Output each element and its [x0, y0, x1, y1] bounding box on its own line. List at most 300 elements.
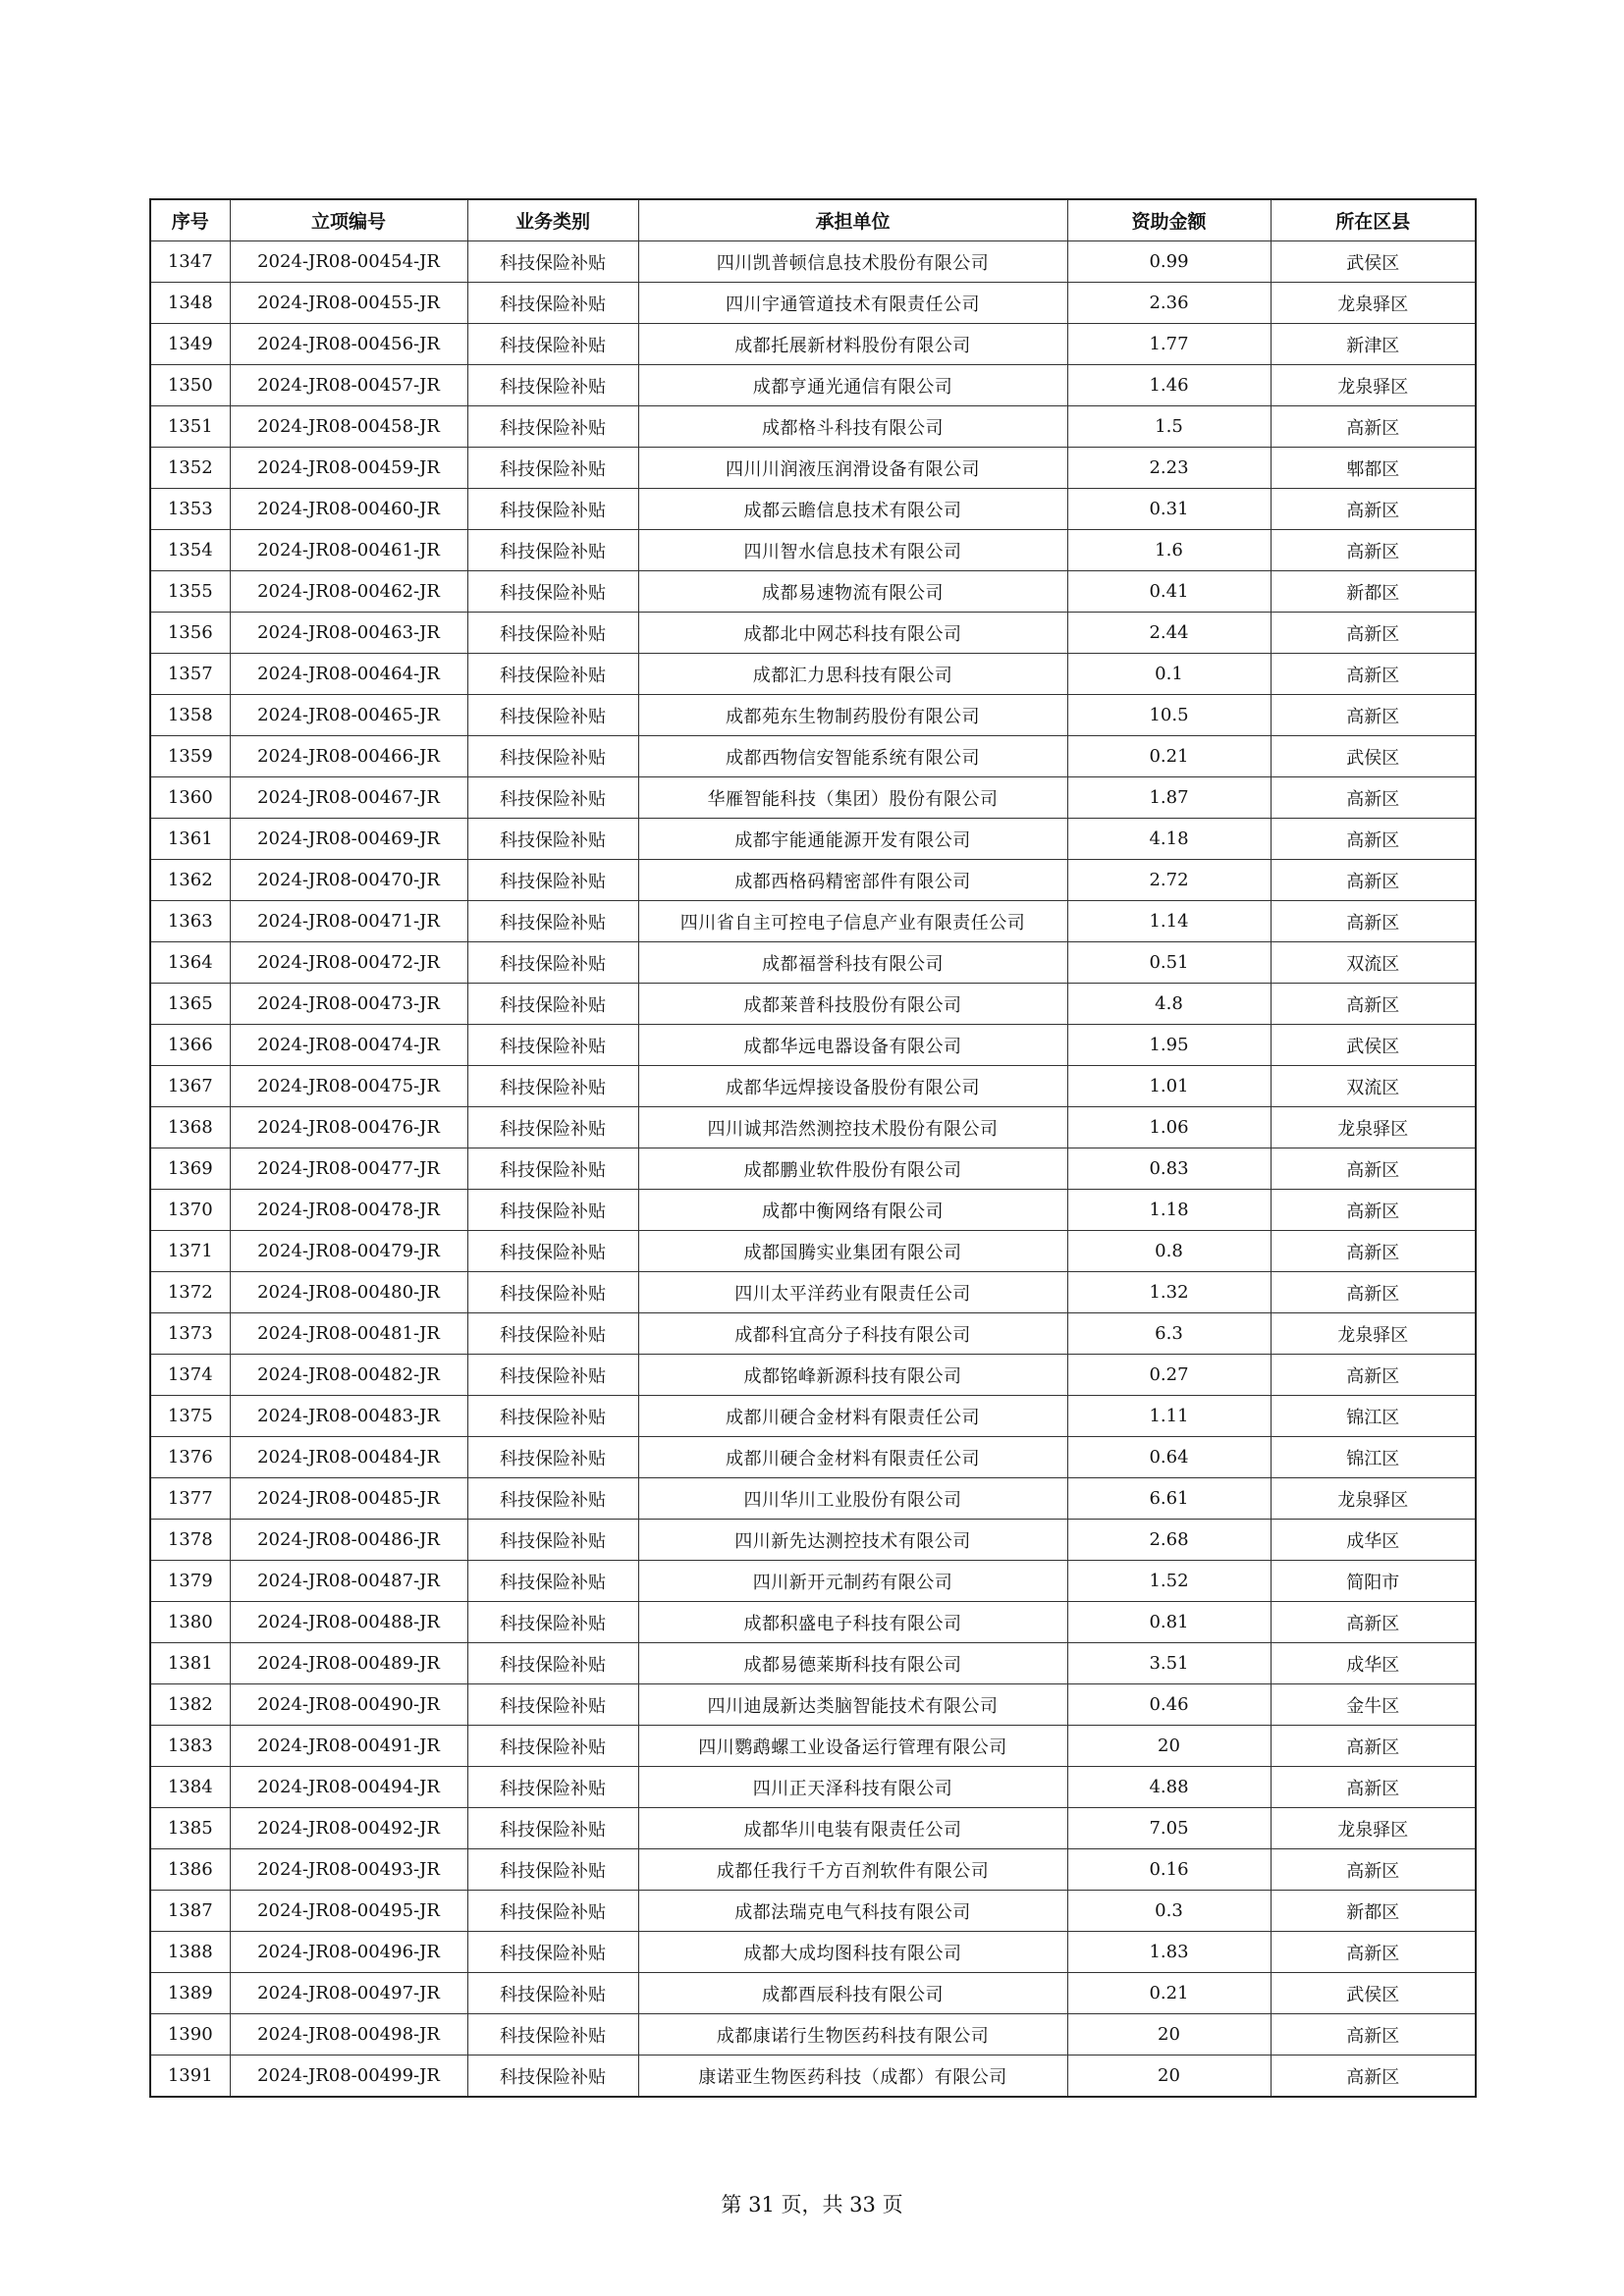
table-row [150, 1025, 1476, 1066]
table-row [150, 1478, 1476, 1520]
cell-serial: 1381 [150, 1643, 230, 1684]
cell-amount: 2.72 [1067, 860, 1271, 901]
table-row [150, 1066, 1476, 1107]
cell-company: 四川鹦鹉螺工业设备运行管理有限公司 [638, 1726, 1067, 1767]
cell-business-type: 科技保险补贴 [467, 860, 638, 901]
cell-amount: 0.46 [1067, 1684, 1271, 1726]
cell-project-id: 2024-JR08-00480-JR [230, 1272, 467, 1313]
cell-serial: 1354 [150, 530, 230, 571]
cell-business-type: 科技保险补贴 [467, 613, 638, 654]
cell-company: 成都华远电器设备有限公司 [638, 1025, 1067, 1066]
cell-amount: 0.31 [1067, 489, 1271, 530]
cell-company: 成都托展新材料股份有限公司 [638, 324, 1067, 365]
cell-business-type: 科技保险补贴 [467, 1767, 638, 1808]
cell-company: 康诺亚生物医药科技（成都）有限公司 [638, 2056, 1067, 2098]
cell-business-type: 科技保险补贴 [467, 1684, 638, 1726]
cell-project-id: 2024-JR08-00482-JR [230, 1355, 467, 1396]
cell-business-type: 科技保险补贴 [467, 777, 638, 819]
cell-serial: 1382 [150, 1684, 230, 1726]
cell-serial: 1371 [150, 1231, 230, 1272]
header-amount: 资助金额 [1067, 199, 1271, 241]
cell-serial: 1362 [150, 860, 230, 901]
cell-business-type: 科技保险补贴 [467, 571, 638, 613]
table-row [150, 1808, 1476, 1849]
cell-company: 成都亨通光通信有限公司 [638, 365, 1067, 406]
cell-company: 成都中衡网络有限公司 [638, 1190, 1067, 1231]
cell-business-type: 科技保险补贴 [467, 1148, 638, 1190]
cell-business-type: 科技保险补贴 [467, 942, 638, 984]
header-company: 承担单位 [638, 199, 1067, 241]
cell-district: 高新区 [1271, 2014, 1476, 2056]
cell-serial: 1367 [150, 1066, 230, 1107]
cell-project-id: 2024-JR08-00496-JR [230, 1932, 467, 1973]
table-row [150, 283, 1476, 324]
cell-district: 高新区 [1271, 530, 1476, 571]
cell-project-id: 2024-JR08-00483-JR [230, 1396, 467, 1437]
cell-amount: 1.83 [1067, 1932, 1271, 1973]
cell-project-id: 2024-JR08-00457-JR [230, 365, 467, 406]
cell-company: 四川新先达测控技术有限公司 [638, 1520, 1067, 1561]
cell-serial: 1378 [150, 1520, 230, 1561]
cell-business-type: 科技保险补贴 [467, 1025, 638, 1066]
cell-serial: 1377 [150, 1478, 230, 1520]
cell-amount: 1.14 [1067, 901, 1271, 942]
cell-business-type: 科技保险补贴 [467, 1190, 638, 1231]
cell-business-type: 科技保险补贴 [467, 448, 638, 489]
cell-serial: 1373 [150, 1313, 230, 1355]
cell-serial: 1363 [150, 901, 230, 942]
cell-project-id: 2024-JR08-00499-JR [230, 2056, 467, 2098]
cell-business-type: 科技保险补贴 [467, 736, 638, 777]
cell-amount: 0.16 [1067, 1849, 1271, 1891]
table-header-row [150, 199, 1476, 241]
cell-company: 成都云瞻信息技术有限公司 [638, 489, 1067, 530]
cell-district: 龙泉驿区 [1271, 1478, 1476, 1520]
table-row [150, 1437, 1476, 1478]
cell-company: 成都国腾实业集团有限公司 [638, 1231, 1067, 1272]
cell-project-id: 2024-JR08-00467-JR [230, 777, 467, 819]
table-row [150, 1891, 1476, 1932]
cell-district: 新都区 [1271, 1891, 1476, 1932]
cell-business-type: 科技保险补贴 [467, 324, 638, 365]
table-row [150, 1355, 1476, 1396]
cell-company: 成都酉辰科技有限公司 [638, 1973, 1067, 2014]
cell-district: 锦江区 [1271, 1437, 1476, 1478]
cell-serial: 1387 [150, 1891, 230, 1932]
table-row [150, 984, 1476, 1025]
cell-district: 高新区 [1271, 1272, 1476, 1313]
cell-company: 四川华川工业股份有限公司 [638, 1478, 1067, 1520]
cell-serial: 1366 [150, 1025, 230, 1066]
cell-district: 高新区 [1271, 406, 1476, 448]
cell-business-type: 科技保险补贴 [467, 654, 638, 695]
cell-district: 金牛区 [1271, 1684, 1476, 1726]
cell-business-type: 科技保险补贴 [467, 1107, 638, 1148]
table-row [150, 2014, 1476, 2056]
cell-district: 高新区 [1271, 984, 1476, 1025]
cell-amount: 1.6 [1067, 530, 1271, 571]
cell-business-type: 科技保险补贴 [467, 1066, 638, 1107]
table-row [150, 1520, 1476, 1561]
cell-amount: 0.27 [1067, 1355, 1271, 1396]
cell-project-id: 2024-JR08-00493-JR [230, 1849, 467, 1891]
cell-district: 龙泉驿区 [1271, 1107, 1476, 1148]
cell-project-id: 2024-JR08-00488-JR [230, 1602, 467, 1643]
table-row [150, 1643, 1476, 1684]
cell-project-id: 2024-JR08-00492-JR [230, 1808, 467, 1849]
table-row [150, 736, 1476, 777]
cell-business-type: 科技保险补贴 [467, 695, 638, 736]
cell-company: 四川宇通管道技术有限责任公司 [638, 283, 1067, 324]
cell-company: 成都西格码精密部件有限公司 [638, 860, 1067, 901]
table-row [150, 901, 1476, 942]
cell-project-id: 2024-JR08-00463-JR [230, 613, 467, 654]
cell-company: 华雁智能科技（集团）股份有限公司 [638, 777, 1067, 819]
table-row [150, 365, 1476, 406]
table-row [150, 777, 1476, 819]
cell-project-id: 2024-JR08-00494-JR [230, 1767, 467, 1808]
header-district: 所在区县 [1271, 199, 1476, 241]
cell-district: 高新区 [1271, 860, 1476, 901]
cell-serial: 1386 [150, 1849, 230, 1891]
cell-amount: 1.32 [1067, 1272, 1271, 1313]
cell-project-id: 2024-JR08-00455-JR [230, 283, 467, 324]
cell-business-type: 科技保险补贴 [467, 2014, 638, 2056]
table-row [150, 1148, 1476, 1190]
cell-project-id: 2024-JR08-00485-JR [230, 1478, 467, 1520]
table-row [150, 1313, 1476, 1355]
cell-district: 高新区 [1271, 695, 1476, 736]
cell-serial: 1350 [150, 365, 230, 406]
cell-serial: 1370 [150, 1190, 230, 1231]
table-row [150, 1272, 1476, 1313]
cell-district: 高新区 [1271, 819, 1476, 860]
cell-district: 龙泉驿区 [1271, 283, 1476, 324]
cell-serial: 1359 [150, 736, 230, 777]
cell-business-type: 科技保险补贴 [467, 1231, 638, 1272]
cell-district: 高新区 [1271, 613, 1476, 654]
cell-company: 成都易速物流有限公司 [638, 571, 1067, 613]
cell-business-type: 科技保险补贴 [467, 1726, 638, 1767]
cell-project-id: 2024-JR08-00471-JR [230, 901, 467, 942]
header-project-id: 立项编号 [230, 199, 467, 241]
cell-business-type: 科技保险补贴 [467, 1973, 638, 2014]
cell-business-type: 科技保险补贴 [467, 1396, 638, 1437]
cell-district: 新都区 [1271, 571, 1476, 613]
cell-serial: 1352 [150, 448, 230, 489]
cell-project-id: 2024-JR08-00490-JR [230, 1684, 467, 1726]
cell-company: 成都格斗科技有限公司 [638, 406, 1067, 448]
table-row [150, 1849, 1476, 1891]
cell-amount: 1.5 [1067, 406, 1271, 448]
cell-project-id: 2024-JR08-00498-JR [230, 2014, 467, 2056]
cell-district: 龙泉驿区 [1271, 1808, 1476, 1849]
cell-company: 四川正天泽科技有限公司 [638, 1767, 1067, 1808]
cell-business-type: 科技保险补贴 [467, 2056, 638, 2098]
cell-serial: 1365 [150, 984, 230, 1025]
cell-company: 成都易德莱斯科技有限公司 [638, 1643, 1067, 1684]
cell-project-id: 2024-JR08-00466-JR [230, 736, 467, 777]
cell-company: 四川新开元制药有限公司 [638, 1561, 1067, 1602]
cell-district: 武侯区 [1271, 1973, 1476, 2014]
table-row [150, 241, 1476, 283]
table-row [150, 1190, 1476, 1231]
cell-serial: 1379 [150, 1561, 230, 1602]
cell-serial: 1391 [150, 2056, 230, 2098]
cell-amount: 7.05 [1067, 1808, 1271, 1849]
cell-project-id: 2024-JR08-00473-JR [230, 984, 467, 1025]
cell-business-type: 科技保险补贴 [467, 1891, 638, 1932]
cell-business-type: 科技保险补贴 [467, 1313, 638, 1355]
funding-table [149, 198, 1477, 2098]
cell-project-id: 2024-JR08-00470-JR [230, 860, 467, 901]
cell-amount: 0.64 [1067, 1437, 1271, 1478]
cell-business-type: 科技保险补贴 [467, 1355, 638, 1396]
cell-amount: 1.87 [1067, 777, 1271, 819]
cell-serial: 1351 [150, 406, 230, 448]
cell-project-id: 2024-JR08-00479-JR [230, 1231, 467, 1272]
cell-company: 成都任我行千方百剂软件有限公司 [638, 1849, 1067, 1891]
cell-district: 郫都区 [1271, 448, 1476, 489]
cell-company: 成都华远焊接设备股份有限公司 [638, 1066, 1067, 1107]
cell-serial: 1347 [150, 241, 230, 283]
cell-serial: 1360 [150, 777, 230, 819]
table-row [150, 1932, 1476, 1973]
cell-company: 四川迪晟新达类脑智能技术有限公司 [638, 1684, 1067, 1726]
cell-project-id: 2024-JR08-00469-JR [230, 819, 467, 860]
cell-company: 成都苑东生物制药股份有限公司 [638, 695, 1067, 736]
table-row [150, 860, 1476, 901]
cell-serial: 1353 [150, 489, 230, 530]
cell-district: 高新区 [1271, 901, 1476, 942]
cell-district: 高新区 [1271, 654, 1476, 695]
table-row [150, 1231, 1476, 1272]
cell-project-id: 2024-JR08-00475-JR [230, 1066, 467, 1107]
cell-amount: 20 [1067, 2056, 1271, 2098]
cell-amount: 0.51 [1067, 942, 1271, 984]
cell-company: 成都莱普科技股份有限公司 [638, 984, 1067, 1025]
cell-company: 成都铭峰新源科技有限公司 [638, 1355, 1067, 1396]
cell-company: 成都大成均图科技有限公司 [638, 1932, 1067, 1973]
cell-serial: 1380 [150, 1602, 230, 1643]
cell-amount: 4.18 [1067, 819, 1271, 860]
cell-project-id: 2024-JR08-00474-JR [230, 1025, 467, 1066]
cell-serial: 1384 [150, 1767, 230, 1808]
cell-amount: 1.06 [1067, 1107, 1271, 1148]
cell-business-type: 科技保险补贴 [467, 1808, 638, 1849]
cell-business-type: 科技保险补贴 [467, 1849, 638, 1891]
table-row [150, 1973, 1476, 2014]
cell-district: 高新区 [1271, 1355, 1476, 1396]
cell-business-type: 科技保险补贴 [467, 1602, 638, 1643]
cell-district: 武侯区 [1271, 241, 1476, 283]
cell-district: 双流区 [1271, 942, 1476, 984]
cell-serial: 1372 [150, 1272, 230, 1313]
cell-serial: 1369 [150, 1148, 230, 1190]
table-row [150, 571, 1476, 613]
cell-amount: 1.77 [1067, 324, 1271, 365]
cell-amount: 6.3 [1067, 1313, 1271, 1355]
cell-amount: 10.5 [1067, 695, 1271, 736]
cell-amount: 1.01 [1067, 1066, 1271, 1107]
cell-project-id: 2024-JR08-00491-JR [230, 1726, 467, 1767]
cell-project-id: 2024-JR08-00477-JR [230, 1148, 467, 1190]
cell-amount: 1.52 [1067, 1561, 1271, 1602]
cell-amount: 20 [1067, 2014, 1271, 2056]
cell-district: 武侯区 [1271, 1025, 1476, 1066]
cell-business-type: 科技保险补贴 [467, 530, 638, 571]
cell-district: 高新区 [1271, 1231, 1476, 1272]
table-row [150, 1726, 1476, 1767]
cell-serial: 1388 [150, 1932, 230, 1973]
cell-amount: 0.21 [1067, 1973, 1271, 2014]
cell-project-id: 2024-JR08-00462-JR [230, 571, 467, 613]
cell-business-type: 科技保险补贴 [467, 489, 638, 530]
cell-amount: 20 [1067, 1726, 1271, 1767]
cell-amount: 0.3 [1067, 1891, 1271, 1932]
cell-company: 成都宇能通能源开发有限公司 [638, 819, 1067, 860]
table-row [150, 695, 1476, 736]
cell-company: 成都福誉科技有限公司 [638, 942, 1067, 984]
cell-business-type: 科技保险补贴 [467, 819, 638, 860]
cell-company: 成都科宜高分子科技有限公司 [638, 1313, 1067, 1355]
cell-district: 成华区 [1271, 1643, 1476, 1684]
table-row [150, 1684, 1476, 1726]
header-serial: 序号 [150, 199, 230, 241]
cell-district: 高新区 [1271, 777, 1476, 819]
cell-business-type: 科技保险补贴 [467, 1561, 638, 1602]
cell-serial: 1355 [150, 571, 230, 613]
cell-project-id: 2024-JR08-00489-JR [230, 1643, 467, 1684]
cell-business-type: 科技保险补贴 [467, 1932, 638, 1973]
cell-amount: 1.46 [1067, 365, 1271, 406]
cell-company: 成都康诺行生物医药科技有限公司 [638, 2014, 1067, 2056]
cell-business-type: 科技保险补贴 [467, 283, 638, 324]
cell-company: 四川凯普顿信息技术股份有限公司 [638, 241, 1067, 283]
cell-project-id: 2024-JR08-00497-JR [230, 1973, 467, 2014]
cell-amount: 6.61 [1067, 1478, 1271, 1520]
cell-project-id: 2024-JR08-00465-JR [230, 695, 467, 736]
cell-amount: 1.18 [1067, 1190, 1271, 1231]
cell-serial: 1368 [150, 1107, 230, 1148]
cell-serial: 1364 [150, 942, 230, 984]
table-row [150, 324, 1476, 365]
cell-serial: 1375 [150, 1396, 230, 1437]
cell-district: 双流区 [1271, 1066, 1476, 1107]
cell-amount: 2.23 [1067, 448, 1271, 489]
cell-district: 龙泉驿区 [1271, 365, 1476, 406]
cell-project-id: 2024-JR08-00495-JR [230, 1891, 467, 1932]
table-row [150, 1561, 1476, 1602]
cell-district: 高新区 [1271, 1932, 1476, 1973]
cell-district: 简阳市 [1271, 1561, 1476, 1602]
cell-serial: 1374 [150, 1355, 230, 1396]
cell-amount: 2.36 [1067, 283, 1271, 324]
cell-company: 成都北中网芯科技有限公司 [638, 613, 1067, 654]
cell-project-id: 2024-JR08-00461-JR [230, 530, 467, 571]
cell-amount: 0.8 [1067, 1231, 1271, 1272]
cell-company: 成都汇力思科技有限公司 [638, 654, 1067, 695]
cell-amount: 0.99 [1067, 241, 1271, 283]
cell-serial: 1356 [150, 613, 230, 654]
cell-business-type: 科技保险补贴 [467, 984, 638, 1025]
cell-project-id: 2024-JR08-00487-JR [230, 1561, 467, 1602]
cell-district: 成华区 [1271, 1520, 1476, 1561]
table-row [150, 489, 1476, 530]
cell-project-id: 2024-JR08-00486-JR [230, 1520, 467, 1561]
cell-district: 武侯区 [1271, 736, 1476, 777]
cell-amount: 0.81 [1067, 1602, 1271, 1643]
cell-project-id: 2024-JR08-00454-JR [230, 241, 467, 283]
cell-district: 高新区 [1271, 1767, 1476, 1808]
cell-amount: 4.8 [1067, 984, 1271, 1025]
cell-business-type: 科技保险补贴 [467, 406, 638, 448]
cell-serial: 1376 [150, 1437, 230, 1478]
cell-amount: 2.44 [1067, 613, 1271, 654]
cell-company: 成都华川电装有限责任公司 [638, 1808, 1067, 1849]
cell-project-id: 2024-JR08-00458-JR [230, 406, 467, 448]
table-body [150, 241, 1476, 2098]
table-row [150, 448, 1476, 489]
cell-amount: 1.11 [1067, 1396, 1271, 1437]
cell-project-id: 2024-JR08-00459-JR [230, 448, 467, 489]
cell-business-type: 科技保险补贴 [467, 1478, 638, 1520]
cell-serial: 1383 [150, 1726, 230, 1767]
cell-company: 成都积盛电子科技有限公司 [638, 1602, 1067, 1643]
cell-company: 四川智水信息技术有限公司 [638, 530, 1067, 571]
cell-serial: 1389 [150, 1973, 230, 2014]
cell-serial: 1348 [150, 283, 230, 324]
cell-district: 高新区 [1271, 1849, 1476, 1891]
cell-district: 高新区 [1271, 489, 1476, 530]
cell-business-type: 科技保险补贴 [467, 1272, 638, 1313]
cell-project-id: 2024-JR08-00460-JR [230, 489, 467, 530]
cell-serial: 1385 [150, 1808, 230, 1849]
cell-serial: 1390 [150, 2014, 230, 2056]
cell-amount: 0.1 [1067, 654, 1271, 695]
cell-project-id: 2024-JR08-00464-JR [230, 654, 467, 695]
cell-business-type: 科技保险补贴 [467, 901, 638, 942]
cell-amount: 1.95 [1067, 1025, 1271, 1066]
cell-district: 高新区 [1271, 1148, 1476, 1190]
cell-amount: 0.21 [1067, 736, 1271, 777]
cell-amount: 3.51 [1067, 1643, 1271, 1684]
cell-project-id: 2024-JR08-00484-JR [230, 1437, 467, 1478]
header-business-type: 业务类别 [467, 199, 638, 241]
cell-district: 新津区 [1271, 324, 1476, 365]
table-row [150, 1396, 1476, 1437]
cell-company: 成都法瑞克电气科技有限公司 [638, 1891, 1067, 1932]
cell-company: 成都川硬合金材料有限责任公司 [638, 1396, 1067, 1437]
cell-business-type: 科技保险补贴 [467, 1520, 638, 1561]
cell-serial: 1361 [150, 819, 230, 860]
cell-business-type: 科技保险补贴 [467, 241, 638, 283]
cell-company: 四川省自主可控电子信息产业有限责任公司 [638, 901, 1067, 942]
cell-district: 龙泉驿区 [1271, 1313, 1476, 1355]
cell-district: 锦江区 [1271, 1396, 1476, 1437]
cell-district: 高新区 [1271, 1726, 1476, 1767]
cell-business-type: 科技保险补贴 [467, 1643, 638, 1684]
cell-business-type: 科技保险补贴 [467, 1437, 638, 1478]
cell-district: 高新区 [1271, 2056, 1476, 2098]
cell-amount: 0.83 [1067, 1148, 1271, 1190]
cell-company: 四川诚邦浩然测控技术股份有限公司 [638, 1107, 1067, 1148]
cell-district: 高新区 [1271, 1190, 1476, 1231]
table-row [150, 942, 1476, 984]
cell-company: 成都川硬合金材料有限责任公司 [638, 1437, 1067, 1478]
table-row [150, 1767, 1476, 1808]
table-row [150, 2056, 1476, 2098]
